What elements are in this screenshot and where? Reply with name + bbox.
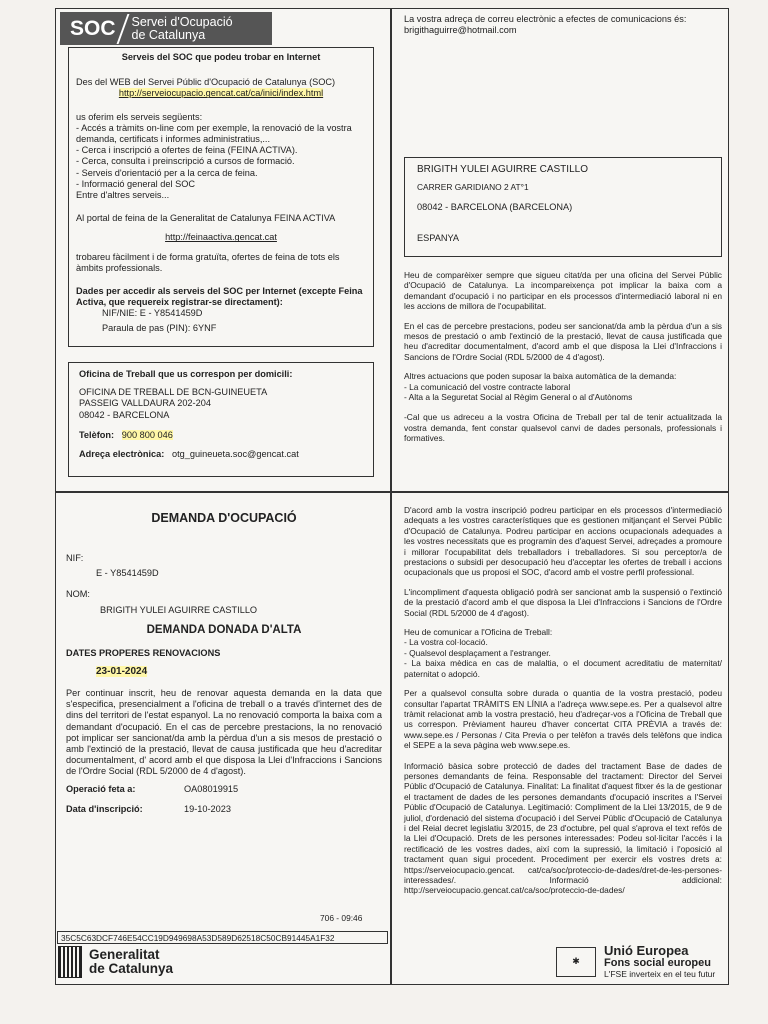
services-box: [68, 47, 374, 347]
generalitat-logo: [58, 944, 173, 980]
services-list-item: - Accés a tràmits on-line com per exemple, la renovació de la vostra demanda, certificats i informes administratius,...: [76, 122, 352, 145]
op-value: OA08019915: [184, 783, 239, 794]
renew-date: 23-01-2024: [96, 666, 148, 678]
nif-value: E - Y8541459D: [96, 568, 159, 579]
services-list-item: - Informació general del SOC: [76, 178, 195, 189]
recipient-email[interactable]: brigithaguirre@hotmail.com: [404, 25, 517, 36]
office-city: 08042 - BARCELONA: [79, 409, 170, 420]
notice-other-item: - La comunicació del vostre contracte laboral: [404, 381, 571, 392]
access-title: Dades per accedir als serveis del SOC per Internet (excepte Feina Activa, que requereix registrar-se directament):: [76, 286, 363, 308]
services-list-item: - Serveis d'orientació per a la cerca de feina.: [76, 167, 258, 178]
feina-activa-link[interactable]: http://feinaactiva.gencat.cat: [165, 232, 277, 243]
services-list-item: Entre d'altres serveis...: [76, 190, 170, 201]
portal-desc: trobareu fàcilment i de forma gratuïta, ofertes de feina de tots els àmbits professionals.: [76, 251, 340, 273]
portal-text: Al portal de feina de la Generalitat de Catalunya FEINA ACTIVA: [76, 213, 336, 224]
services-offer-intro: us oferim els serveis següents:: [76, 111, 203, 122]
vertical-divider: [390, 8, 392, 985]
email-notice-block: [404, 14, 722, 36]
notice-other-item: - Alta a la Seguretat Social al Règim General o al d'Autònoms: [404, 392, 633, 403]
info-sepe: Per a qualsevol consulta sobre durada o quantia de la vostra prestació, podeu consultar l'apartat TRÀMITS EN LÍNIA a l'adreça www.sepe.es. Per a qualsevol altre tràmit relacionat amb la vostra prestació, heu d'adreçar-vos a l'Oficina de Treball que us correspon. Prèviament haureu d'haver concertat CITA PRÈVIA a través de: www.sepe.es / Personas / Cita Previa o per telèfon a través dels telèfons que indica el SEPE a la seva pàgina web www.sepe.es.: [404, 688, 722, 751]
info-sanction: L'incompliment d'aquesta obligació podrà ser sancionat amb la suspensió o l'extinció de la prestació d'acord amb el que disposa la Llei d'Infraccions i Sancions de l'Ordre Social (RDL 5/2000 de 4 d'agost).: [404, 586, 722, 618]
office-street: PASSEIG VALLDAURA 202-204: [79, 398, 211, 409]
email-notice: La vostra adreça de correu electrònic a efectes de comunicacions és:: [404, 14, 687, 24]
right-bottom-notices: [404, 505, 722, 896]
document-hash: 35C5C63DCF746E54CC19D949698A53D589D62518C50CB91445A1F32: [57, 931, 388, 944]
soc-web-link[interactable]: http://serveiocupacio.gencat.cat/ca/inici/index.html: [118, 88, 324, 99]
services-intro: Des del WEB del Servei Públic d'Ocupació de Catalunya (SOC): [76, 77, 336, 88]
demand-status: DEMANDA DONADA D'ALTA: [146, 623, 302, 636]
eu-line1: Unió Europea: [604, 943, 689, 958]
date-label: Data d'inscripció:: [66, 803, 143, 814]
notice-benefits: En el cas de percebre prestacions, podeu ser sancionat/da amb la pèrdua d'un a sis mesos de prestació o amb l'extinció de la prestació, llevat de causa justificada que heu d'acreditar documentalment, d'acord amb el que disposa la Llei d'Infraccions i Sancions de l'Ordre Social (RDL 5/2000 de 4 d'agost).: [404, 320, 722, 362]
info-communicate-item: - La vostra col·locació.: [404, 637, 488, 648]
demand-title: DEMANDA D'OCUPACIÓ: [151, 511, 297, 525]
recipient-street: CARRER GARIDIANO 2 AT°1: [417, 182, 529, 193]
office-email-label: Adreça electrònica:: [79, 449, 165, 460]
eu-line3: L'FSE inverteix en el teu futur: [604, 969, 716, 979]
nif-label: NIF:: [66, 553, 84, 563]
demand-section: [66, 505, 382, 815]
recipient-country: ESPANYA: [417, 232, 460, 243]
date-value: 19-10-2023: [184, 803, 231, 814]
code-time: 706 - 09:46: [320, 913, 363, 923]
generalitat-shield-icon: [58, 946, 82, 978]
access-nif: NIF/NIE: E - Y8541459D: [102, 308, 203, 319]
notice-other-title: Altres actuacions que poden suposar la baixa automàtica de la demanda:: [404, 371, 677, 382]
eu-line2: Fons social europeu: [604, 957, 711, 969]
logo-name-line2: de Catalunya: [131, 27, 206, 42]
access-pin: Paraula de pas (PIN): 6YNF: [102, 322, 217, 333]
info-data-protection: Informació bàsica sobre protecció de dades del tractament Base de dades de persones demandants de feina. Responsable del tractament: Director del Servei Públic d'Ocupació de Catalunya. Finalitat: La finalitat d'aquest fitxer és la de gestionar el tractament de dades de les persones demandants d'ocupació inscrites a l'Servei Públic d'Ocupació de Catalunya. Legitimació: Compliment de la Llei 13/2015, de 9 de juliol, d'ordenació del sistema d'ocupació i del Servei Públic d'Ocupació de Catalunya i del Reial decret legislatiu 3/2015, de 23 d'octubre, pel qual s'aprova el text refós de la Llei d'Ocupació. Drets de les persones interessades: Podeu sol·licitar l'accés i la rectificació de les vostres dades, així com la supressió, la limitació i l'oposició al tractament quan sigui procedent. Procediment per exercir els vostres drets a: https://serveiocupacio.gencat. cat/ca/soc/proteccio-de-dades/dret-de-les-persones-interessades/. Informació addicional: http://serveiocupacio.gencat.cat/ca/soc/proteccio-de-dades/: [404, 760, 722, 896]
name-value: BRIGITH YULEI AGUIRRE CASTILLO: [100, 604, 258, 615]
horizontal-divider: [55, 491, 729, 493]
services-list-item: - Cerca, consulta i preinscripció a cursos de formació.: [76, 156, 295, 167]
recipient-city: 08042 - BARCELONA (BARCELONA): [417, 201, 573, 212]
op-label: Operació feta a:: [66, 783, 136, 794]
recipient-address-box: [404, 157, 722, 257]
right-top-notices: [404, 270, 722, 444]
office-phone[interactable]: 900 800 046: [121, 429, 173, 440]
notice-appear: Heu de comparèixer sempre que sigueu citat/da per una oficina del Servei Públic d'Ocupació de Catalunya. La incompareixença pot implicar la baixa com a demandant d'ocupació i no participar en els processos d'intermediació laboral ni en les accions de millora de l'ocupabilitat.: [404, 270, 722, 312]
generalitat-line2: de Catalunya: [89, 961, 174, 976]
soc-logo: [60, 12, 272, 45]
office-name: OFICINA DE TREBALL DE BCN-GUINEUETA: [79, 387, 268, 398]
logo-name-line1: Servei d'Ocupació: [131, 14, 233, 29]
notice-update: -Cal que us adreceu a la vostra Oficina de Treball per tal de tenir actualitzada la vostra demanda, fent constar qualsevol canvi de dades personals, professionals i formatives.: [404, 412, 722, 444]
renew-text: Per continuar inscrit, heu de renovar aquesta demanda en la data que s'especifica, presencialment a l'oficina de treball o a través d'internet des de dins del territori de l'estat espanyol. La no renovació comporta la baixa com a demandant d'ocupació. En el cas de percebre prestacions, la no renovació pot implicar ser sancionat/da amb la pèrdua d'un a sis mesos de prestació o amb l'extinció de la prestació, llevat de causa justificada que heu d'acreditar documentalment, d' acord amb el que disposa la Llei d'Infraccions i Sancions de l'Ordre Social (RDL 5/2000 de 4 d'agost).: [66, 688, 382, 777]
renew-label: DATES PROPERES RENOVACIONS: [66, 647, 221, 658]
office-box: [68, 362, 374, 477]
recipient-name: BRIGITH YULEI AGUIRRE CASTILLO: [417, 164, 588, 175]
eu-flag-icon: ✱: [556, 947, 596, 977]
soc-logo-name: [132, 16, 233, 42]
services-title: Serveis del SOC que podeu trobar en Internet: [121, 52, 321, 62]
services-list: [76, 123, 366, 201]
eu-logo: [556, 944, 715, 979]
info-communicate-list: [404, 637, 722, 679]
info-intermediation: D'acord amb la vostra inscripció podreu participar en els processos d'intermediació adequats a les vostres característiques que es gestionen mitjançant el Servei Públic d'Ocupació de Catalunya. Podreu participar en accions ocupacionals adequades a les vostres necessitats que es programin des d'aquest Servei, adreçades a promoure i millorar l'ocupabilitat dels treballadors i treballadores. Si sou perceptor/a de prestacions o subsidi per desocupació heu d'acceptar les ofertes de treball i accions ocupacionals que us proposi el SOC, d'acord amb el vostre perfil professional.: [404, 505, 722, 578]
info-communicate-title: Heu de comunicar a l'Oficina de Treball:: [404, 627, 553, 638]
eu-text: [604, 944, 715, 979]
soc-logo-abbr: SOC: [70, 16, 116, 40]
generalitat-text: [89, 948, 173, 976]
info-communicate-item: - Qualsevol desplaçament a l'estranger.: [404, 647, 551, 658]
office-title: Oficina de Treball que us correspon per domicili:: [79, 369, 293, 379]
generalitat-line1: Generalitat: [89, 947, 160, 962]
name-label: NOM:: [66, 589, 90, 600]
info-communicate-item: - La baixa mèdica en cas de malaltia, o el document acreditatiu de maternitat/ paternitat o adopció.: [404, 658, 722, 679]
notice-other-list: [404, 382, 722, 403]
office-phone-label: Telèfon:: [79, 429, 115, 440]
services-list-item: - Cerca i inscripció a ofertes de feina (FEINA ACTIVA).: [76, 145, 298, 156]
office-email[interactable]: otg_guineueta.soc@gencat.cat: [171, 449, 299, 460]
